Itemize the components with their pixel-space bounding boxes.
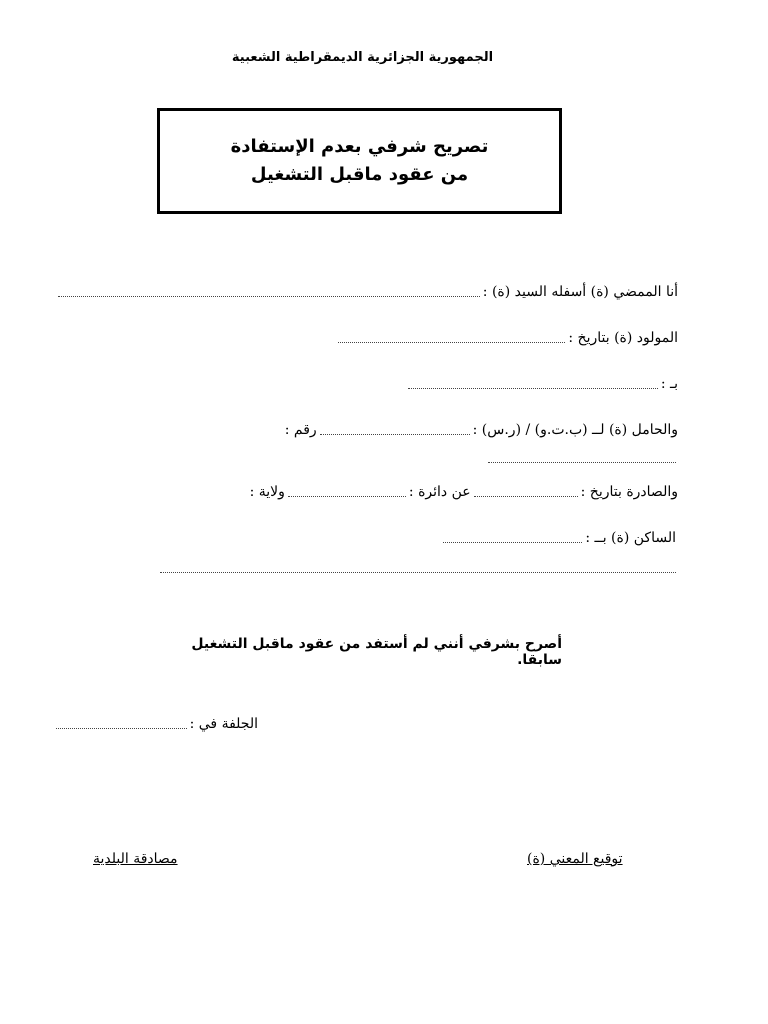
issued-row	[185, 484, 678, 500]
title-box	[157, 108, 562, 214]
municipality-signature-label: مصادقة البلدية	[93, 851, 178, 867]
address-continuation-field[interactable]	[160, 572, 676, 573]
honor-statement: أصرح بشرفي أنني لم أستفد من عقود ماقبل التشغيل سابقا.	[191, 636, 562, 668]
id-row	[245, 422, 678, 438]
name-label: أنا الممضي (ة) أسفله السيد (ة) :	[482, 284, 678, 300]
issued-date-label: والصادرة بتاريخ :	[580, 484, 678, 500]
signed-at-field[interactable]	[56, 728, 187, 729]
title-line-1: تصريح شرفي بعدم الإستفادة	[230, 136, 489, 157]
person-signature-label: توقيع المعني (ة)	[527, 851, 623, 867]
title-line-2: من عقود ماقبل التشغيل	[250, 164, 469, 185]
province-label: ولاية :	[249, 484, 285, 500]
number-field[interactable]	[488, 462, 676, 463]
birth-place-row	[405, 376, 678, 392]
name-field[interactable]	[58, 296, 480, 297]
id-label: والحامل (ة) لــ (ب.ت.و) / (ر.س) :	[472, 422, 678, 438]
birth-date-label: المولود (ة) بتاريخ :	[568, 330, 678, 346]
birth-place-field[interactable]	[408, 388, 658, 389]
name-row	[55, 284, 678, 300]
district-label: عن دائرة :	[408, 484, 471, 500]
residence-row	[440, 530, 676, 546]
signed-at-row	[53, 716, 258, 732]
id-field[interactable]	[320, 434, 470, 435]
birth-date-row	[335, 330, 678, 346]
signed-at-label: الجلفة في :	[189, 716, 258, 732]
birth-place-label: بـ :	[660, 376, 678, 392]
number-label: رقم :	[284, 422, 317, 438]
birth-date-field[interactable]	[338, 342, 565, 343]
issued-date-field[interactable]	[474, 496, 578, 497]
residence-field[interactable]	[443, 542, 582, 543]
republic-header: الجمهورية الجزائرية الديمقراطية الشعبية	[231, 50, 494, 65]
district-field[interactable]	[288, 496, 406, 497]
residence-label: الساكن (ة) بــ :	[585, 530, 676, 546]
